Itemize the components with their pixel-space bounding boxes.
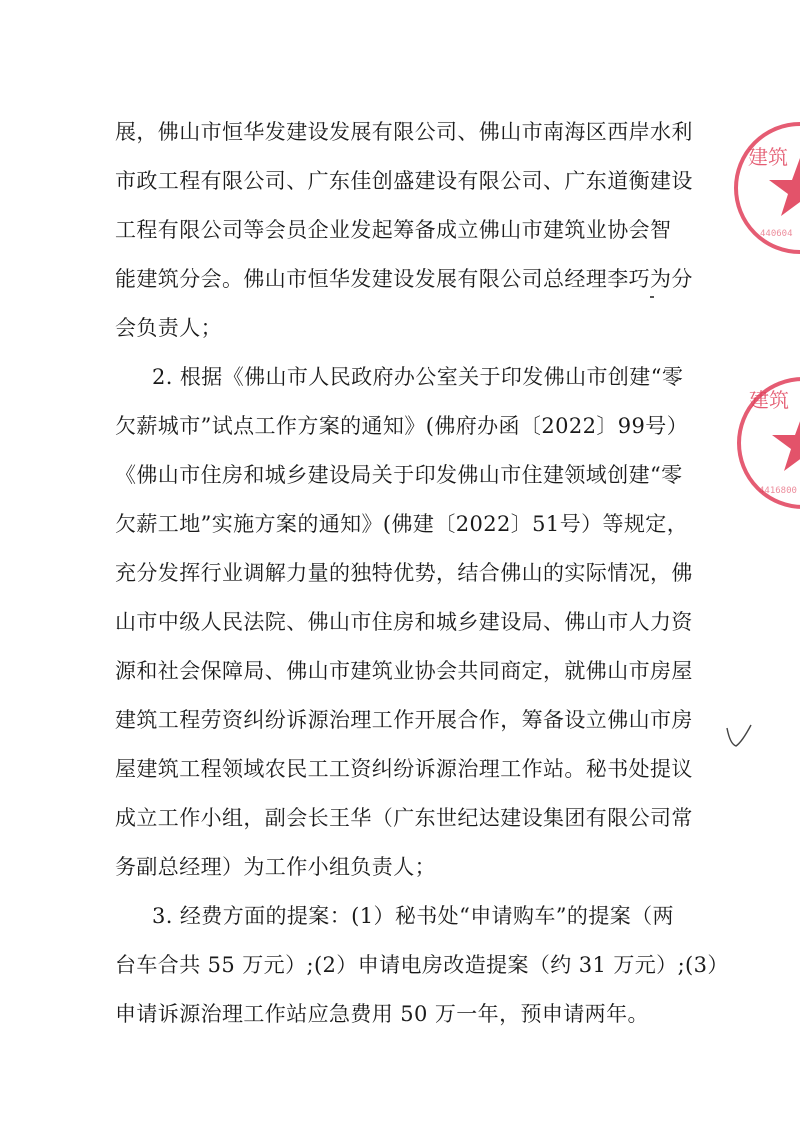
paragraph-line: 欠薪工地”实施方案的通知》(佛建〔2022〕51号）等规定， xyxy=(115,512,689,536)
seal-icon xyxy=(733,373,800,513)
paragraph-line: 务副总经理）为工作小组负责人； xyxy=(115,855,436,879)
check-mark-icon xyxy=(724,722,754,750)
paragraph-line: 充分发挥行业调解力量的独特优势，结合佛山的实际情况，佛 xyxy=(115,561,693,585)
seal-code: 4416800 xyxy=(759,486,797,496)
paragraph-line: 源和社会保障局、佛山市建筑业协会共同商定，就佛山市房屋 xyxy=(115,659,693,683)
paragraph-line: 山市中级人民法院、佛山市住房和城乡建设局、佛山市人力资 xyxy=(115,610,693,634)
paragraph-line: 工程有限公司等会员企业发起筹备成立佛山市建筑业协会智 xyxy=(115,218,672,242)
seal-text: 建筑 xyxy=(749,388,789,412)
official-seal-bottom xyxy=(733,373,800,513)
paragraph-line: 屋建筑工程领域农民工工资纠纷诉源治理工作站。秘书处提议 xyxy=(115,757,693,781)
paragraph-line: 2. 根据《佛山市人民政府办公室关于印发佛山市创建“零 xyxy=(152,365,684,389)
stray-mark xyxy=(650,296,654,298)
paragraph-line: 台车合共 55 万元）;(2）申请电房改造提案（约 31 万元）;(3） xyxy=(115,953,729,977)
paragraph-line: 3. 经费方面的提案：(1）秘书处“申请购车”的提案（两 xyxy=(152,904,674,928)
paragraph-line: 会负责人； xyxy=(115,316,222,340)
paragraph-line: 《佛山市住房和城乡建设局关于印发佛山市住建领域创建“零 xyxy=(115,463,683,487)
paragraph-line: 能建筑分会。佛山市恒华发建设发展有限公司总经理李巧为分 xyxy=(115,267,693,291)
paragraph-line: 建筑工程劳资纠纷诉源治理工作开展合作，筹备设立佛山市房 xyxy=(115,708,693,732)
paragraph-line: 市政工程有限公司、广东佳创盛建设有限公司、广东道衡建设 xyxy=(115,169,693,193)
paragraph-line: 成立工作小组，副会长王华（广东世纪达建设集团有限公司常 xyxy=(115,806,693,830)
seal-icon xyxy=(730,118,800,258)
official-seal-top xyxy=(730,118,800,258)
seal-text: 建筑 xyxy=(748,145,788,169)
paragraph-line: 欠薪城市”试点工作方案的通知》(佛府办函〔2022〕99号） xyxy=(115,414,689,438)
paragraph-line: 展，佛山市恒华发建设发展有限公司、佛山市南海区西岸水利 xyxy=(115,120,693,144)
paragraph-line: 申请诉源治理工作站应急费用 50 万一年，预申请两年。 xyxy=(115,1002,649,1026)
seal-code: 440604 xyxy=(760,229,793,239)
